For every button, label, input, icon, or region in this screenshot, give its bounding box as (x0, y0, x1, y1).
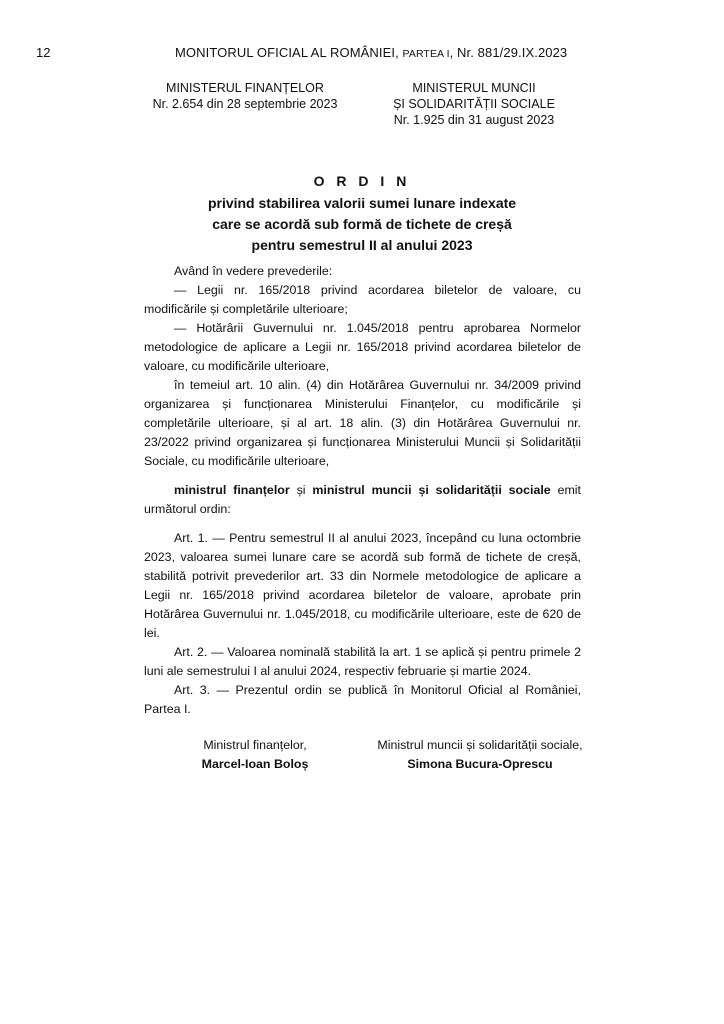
issuer-labor-ministry (364, 80, 584, 128)
legal-ref-item-2: — Hotărârii Guvernului nr. 1.045/2018 pentru aprobarea Normelor metodologice de aplicare a Legii nr. 165/2018 privind acordarea biletelor de valoare, cu modificările ulterioare, (144, 321, 581, 373)
issuer-right-ministry-line2: ȘI SOLIDARITĂȚII SOCIALE (393, 97, 555, 111)
gazette-header (175, 45, 567, 60)
issuer-right-ministry-line1: MINISTERUL MUNCII (412, 81, 536, 95)
gazette-issue: , Nr. 881/29.IX.2023 (449, 45, 568, 60)
legal-basis-paragraph: în temeiul art. 10 alin. (4) din Hotărârea Guvernului nr. 34/2009 privind organizarea și funcționarea Ministerului Finanțelor, cu modificările și completările ulterioare, și al art. 18 alin. (3) din Hotărârea Guvernului nr. 23/2022 privind organizarea și funcționarea Ministerului Muncii și Solidarității Sociale, cu modificările ulterioare, (144, 378, 581, 468)
issuer-right-number: Nr. 1.925 din 31 august 2023 (393, 113, 555, 127)
page-number: 12 (36, 45, 51, 60)
signature-right-name: Simona Bucura-Oprescu (407, 757, 553, 771)
issuer-tail: emit următorul ordin: (144, 483, 581, 516)
order-title (100, 171, 624, 256)
document-type: O R D I N (313, 173, 411, 189)
issuing-ministers-paragraph (144, 481, 581, 519)
intro-paragraph: Având în vedere prevederile: (174, 264, 333, 278)
signature-block-finance (170, 736, 340, 774)
issuer-left-number: Nr. 2.654 din 28 septembrie 2023 (152, 97, 338, 111)
issuer-left-ministry: MINISTERUL FINANȚELOR (166, 81, 324, 95)
signature-left-role: Ministrul finanțelor, (203, 738, 307, 752)
title-line-3: pentru semestrul II al anului 2023 (251, 237, 473, 253)
signature-block-labor (360, 736, 600, 774)
order-body (144, 262, 581, 719)
issuer-minister-labor: ministrul muncii și solidarității sociale (312, 483, 551, 497)
gazette-part: PARTEA I (402, 48, 450, 60)
article-3: Art. 3. — Prezentul ordin se publică în Monitorul Oficial al României, Partea I. (144, 683, 581, 716)
title-line-1: privind stabilirea valorii sumei lunare indexate (207, 195, 517, 211)
article-1: Art. 1. — Pentru semestrul II al anului 2023, începând cu luna octombrie 2023, valoarea sumei lunare care se acordă sub formă de tichete de creșă, stabilită potrivit prevederilor art. 33 din Normele metodologice de aplicare a Legii nr. 165/2018 privind acordarea biletelor de valoare, aprobate prin Hotărârea Guvernului nr. 1.045/2018, cu modificările ulterioare, este de 620 de lei. (144, 531, 581, 640)
signature-left-name: Marcel-Ioan Boloș (201, 757, 309, 771)
issuer-minister-finance: ministrul finanțelor (174, 483, 290, 497)
signature-right-role: Ministrul muncii și solidarității sociale, (377, 738, 583, 752)
issuer-finance-ministry (120, 80, 370, 112)
title-line-2: care se acordă sub formă de tichete de creșă (212, 216, 512, 232)
issuer-conjunction: și (289, 483, 313, 497)
gazette-title: MONITORUL OFICIAL AL ROMÂNIEI, (175, 45, 403, 60)
legal-ref-item-1: — Legii nr. 165/2018 privind acordarea biletelor de valoare, cu modificările și completările ulterioare; (144, 283, 581, 316)
article-2: Art. 2. — Valoarea nominală stabilită la art. 1 se aplică și pentru primele 2 luni ale semestrului I al anului 2024, respectiv februarie și martie 2024. (144, 645, 581, 678)
